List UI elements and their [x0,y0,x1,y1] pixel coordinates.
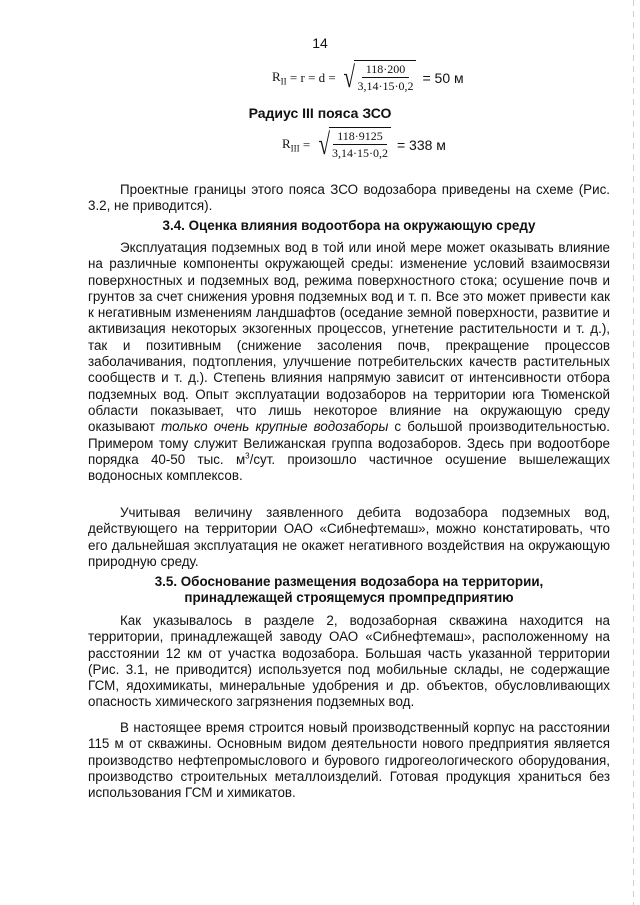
section-3-4-paragraph-1: Эксплуатация подземных вод в той или иной мере может оказывать влияние на различные компоненты окружающей среды: изменение условий взаимосвязи поверхностных и подземных вод, режима поверхностного стока; осушение почв и грунтов за счет снижения уровня подземных вод и т. п. Все это может привести как к негативным изменениям ландшафтов (оседание земной поверхности, развитие и активизация некоторых экзогенных процессов, угнетение растительности и т. д.), так и позитивным (снижение засоления почв, прекращение процессов заболачивания, подтопления, улучшение потребительских качеств растительных сообществ и т. д.). Степень влияния напрямую зависит от интенсивности отбора подземных вод. Опыт эксплуатации водозаборов на территории юга Тюменской области показывает, что лишь некоторое влияние на окружающую среду оказывают только очень крупные водозаборы с большой производительностью. Примером тому служит Велижанская группа водозаборов. Здесь при водоотборе порядка 40-50 тыс. $м^3$/сут. произошло частичное осушение вышележащих водоносных комплексов. [88,240,610,484]
formula-radius-2 [272,60,464,96]
formula-result: = 338 м [396,137,446,153]
square-root: √ $\frac{118\cdot 9125}{3,14\cdot 15\cdot 0,2}$ [316,127,391,163]
section-3-4-paragraph-2: Учитывая величину заявленного дебита водозабора подземных вод, действующего на территории ОАО «Сибнефтемаш», можно констатировать, что его дальнейшая эксплуатация не окажет негативного воздействия на окружающую природную среду. [88,505,610,569]
formula-result: = 50 м [422,70,464,86]
intro-paragraph: Проектные границы этого пояса ЗСО водозабора приведены на схеме (Рис. 3.2, не приводится). [88,182,610,214]
section-3-5-paragraph-2: В настоящее время строится новый производственный корпус на расстоянии 115 м от скважины. Основным видом деятельности нового предприятия является производство нефтепромыслового и бурового гидрогеологического оборудования, производство строительных металлоизделий. Готовая продукция храниться без использования ГСМ и химикатов. [88,720,610,801]
formula-equals: = r = d = [286,70,339,85]
formula-numerator: 118·9125 [333,128,387,145]
section-3-5-heading: 3.5. Обоснование размещения водозабора на территории, принадлежащей строящемуся промпредприятию [154,574,544,606]
formula-denominator: 3,14·15·0,2 [331,146,388,160]
scan-edge-line [633,0,634,905]
formula-lhs: $R_{II}$ [272,69,287,87]
section-3-5-paragraph-1: Как указывалось в разделе 2, водозаборная скважина находится на территории, принадлежащей заводу ОАО «Сибнефтемаш», расположенному на расстоянии 12 км от участка водозабора. Большая часть указанной территории (Рис. 3.1, не приводится) используется под мобильные склады, не содержащие ГСМ, ядохимикаты, минеральные удобрения и др. объектов, обусловливающих опасность химического загрязнения подземных вод. [88,613,610,710]
formula-equals: = [299,137,314,152]
section-3-4-heading: 3.4. Оценка влияния водоотбора на окружающую среду [162,218,536,233]
formula-denominator: 3,14·15·0,2 [357,79,414,93]
formula-numerator: 118·200 [362,61,410,78]
formula-radius-3 [282,127,446,163]
zone-heading: Радиус III пояса ЗСО [248,105,392,121]
formula-lhs: $R_{III}$ [282,136,300,154]
square-root: √ $\frac{118\cdot 200}{3,14\cdot 15\cdot 0,2}$ [341,60,416,96]
page-number: 14 [312,35,328,51]
